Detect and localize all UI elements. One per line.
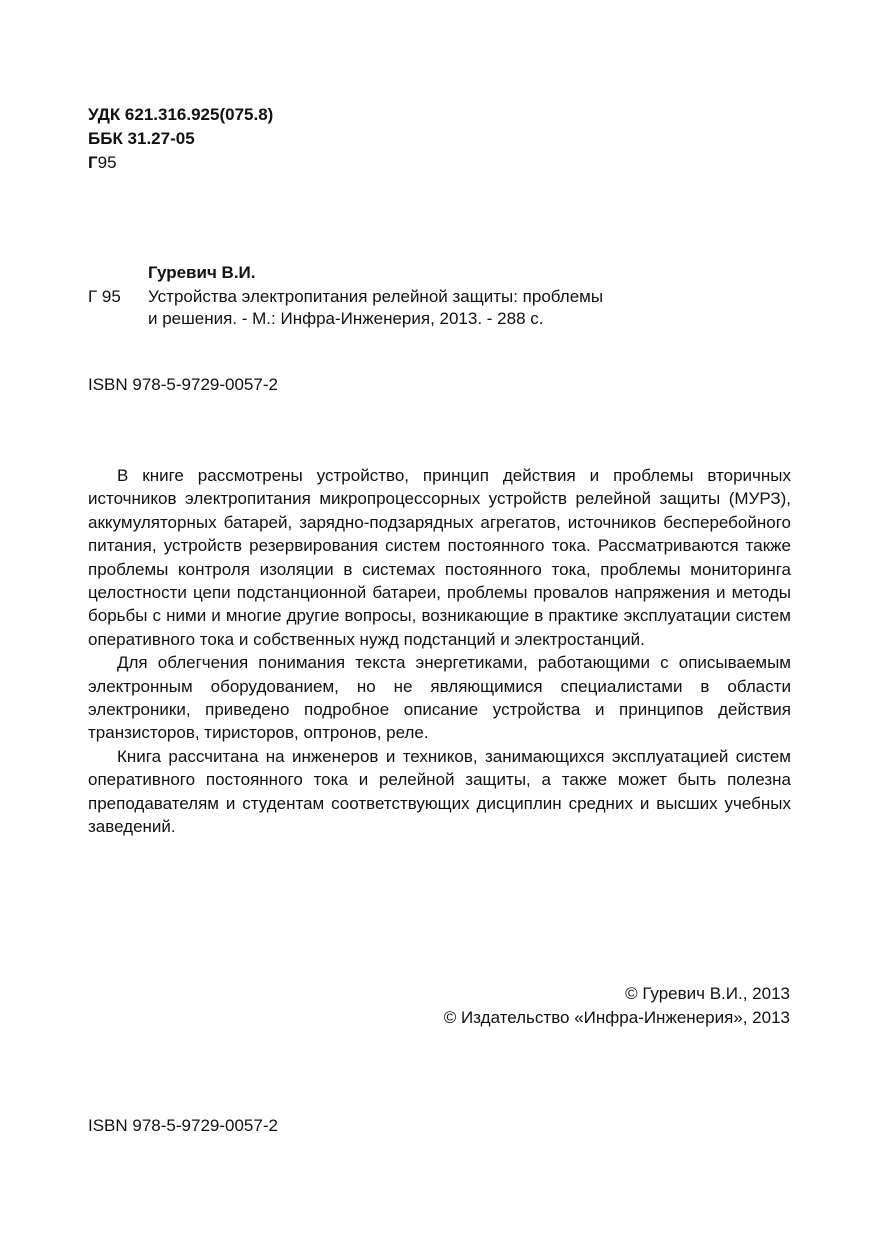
bibliographic-description: [148, 286, 748, 330]
copyright-publisher: © Издательство «Инфра-Инженерия», 2013: [443, 1008, 790, 1027]
copyright-block: [444, 982, 790, 1030]
cutter-letter: Г: [88, 153, 98, 172]
isbn-footer: ISBN 978-5-9729-0057-2: [88, 1116, 278, 1135]
title-line-1: Устройства электропитания релейной защиты: проблемы: [148, 287, 604, 306]
title-line-2: и решения. - М.: Инфра-Инженерия, 2013. - 288 с.: [148, 309, 544, 328]
isbn-record: ISBN 978-5-9729-0057-2: [88, 375, 278, 394]
udk-code: УДК 621.316.925(075.8): [88, 105, 274, 124]
copyright-author: © Гуревич В.И., 2013: [625, 984, 790, 1003]
abstract: [88, 464, 791, 839]
cutter-code: [88, 151, 273, 175]
cutter-digits: 95: [97, 153, 117, 172]
classification-codes: [88, 103, 273, 175]
record-cutter-code: Г 95: [88, 287, 121, 306]
abstract-paragraph: Книга рассчитана на инженеров и техников, занимающихся эксплуатацией систем оперативного постоянного тока и релейной защиты, а также может быть полезна преподавателям и студентам соответствующих дисциплин средних и высших учебных заведений.: [88, 746, 791, 837]
bbk-code: ББК 31.27-05: [88, 129, 195, 148]
abstract-paragraph: Для облегчения понимания текста энергетиками, работающими с описываемым электронным оборудованием, но не являющимися специалистами в области электроники, приведено подробное описание устройства и принципов действия транзисторов, тиристоров, оптронов, реле.: [88, 653, 791, 743]
abstract-paragraph: В книге рассмотрены устройство, принцип действия и проблемы вторичных источников электропитания микропроцессорных устройств релейной защиты (МУРЗ), аккумуляторных батарей, зарядно-подзарядных агрегатов, источников бесперебойного питания, устройств резервирования систем постоянного тока. Рассматриваются также проблемы контроля изоляции в системах постоянного тока, проблемы мониторинга целостности цепи подстанционной батареи, проблемы провалов напряжения и методы борьбы с ними и многие другие вопросы, возникающие в практике эксплуатации систем оперативного тока и собственных нужд подстанций и электростанций.: [88, 466, 791, 649]
author-name: Гуревич В.И.: [148, 263, 256, 282]
